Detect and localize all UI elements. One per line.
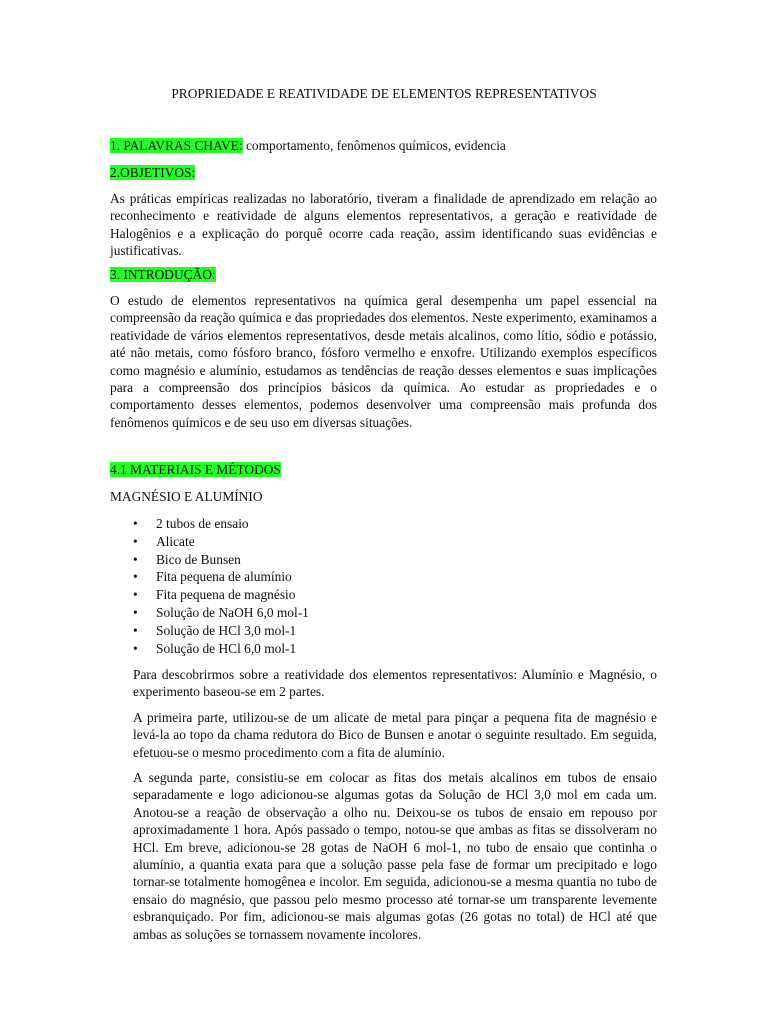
methods-paragraph-3: A segunda parte, consistiu-se em colocar as fitas dos metais alcalinos em tubos de ensaio separadamente e logo adicionou-se algumas gotas da Solução de HCl 3,0 mol em cada um. Anotou-se a reação de observação a olho nu. Deixou-se os tubos de ensaio em repouso por aproximadamente 1 hora. Após passado o tempo, notou-se que ambas as fitas se dissolveram no HCl. Em breve, adicionou-se 28 gotas de NaOH 6 mol-1, no tubo de ensaio que continha o alumínio, a quantia exata para que a solução passe pela fase de formar um precipitado e logo tornar-se totalmente homogênea e incolor. Em seguida, adicionou-se a mesma quantia no tubo de ensaio do magnésio, que passou pelo mesmo processo até tornar-se um transparente levemente esbranquiçado. Por fim, adicionou-se mais algumas gotas (26 gotas no total) de HCl até que ambas as soluções se tornassem novamente incolores. [133,770,657,942]
objectives-paragraph: As práticas empíricas realizadas no laboratório, tiveram a finalidade de aprendizado em relação ao reconhecimento e reatividade de alguns elementos representativos, a geração e reatividade de Halogênios e a explicação do porquê ocorre cada reação, assim identificando suas evidências e justificativas. [110,191,657,259]
list-item: • Fita pequena de magnésio [133,586,309,604]
keywords-line [110,138,506,154]
keywords-text: comportamento, fenômenos químicos, evidencia [242,138,506,153]
methods-subheading: MAGNÉSIO E ALUMÍNIO [110,489,263,504]
introduction-paragraph: O estudo de elementos representativos na química geral desempenha um papel essencial na compreensão da reação química e das propriedades dos elementos. Neste experimento, examinamos a reatividade de vários elementos representativos, desde metais alcalinos, como lítio, sódio e potássio, até não metais, como fósforo branco, fósforo vermelho e enxofre. Utilizando exemplos específicos como magnésio e alumínio, estudamos as tendências de reação desses elementos e suas implicações para a compreensão dos princípios básicos da química. Ao estudar as propriedades e o comportamento desses elementos, podemos desenvolver uma compreensão mais profunda dos fenômenos químicos e de seu uso em diversas situações. [110,293,657,430]
methods-line [110,462,281,478]
methods-heading: 4.1 MATERIAIS E MÉTODOS [110,462,281,477]
objectives-heading: 2.OBJETIVOS: [110,165,196,180]
list-item: • Alicate [133,533,309,551]
document-title: PROPRIEDADE E REATIVIDADE DE ELEMENTOS REPRESENTATIVOS [171,86,597,101]
keywords-heading: 1. PALAVRAS CHAVE: [110,138,243,153]
introduction-line [110,267,216,283]
methods-paragraph-2: A primeira parte, utilizou-se de um alicate de metal para pinçar a pequena fita de magnésio e levá-la ao topo da chama redutora do Bico de Bunsen e anotar o seguinte resultado. Em seguida, efetuou-se o mesmo procedimento com a fita de alumínio. [133,710,657,760]
methods-paragraph-1: Para descobrirmos sobre a reatividade dos elementos representativos: Alumínio e Magnésio, o experimento baseou-se em 2 partes. [133,667,657,700]
list-item: • Solução de NaOH 6,0 mol-1 [133,604,309,622]
list-item: • Fita pequena de alumínio [133,568,309,586]
list-item: • Solução de HCl 3,0 mol-1 [133,622,309,640]
materials-list [133,515,309,657]
list-item: • Solução de HCl 6,0 mol-1 [133,640,309,658]
objectives-line [110,165,195,181]
introduction-heading: 3. INTRODUÇÃO: [110,267,216,282]
list-item: • Bico de Bunsen [133,551,309,569]
list-item: • 2 tubos de ensaio [133,515,309,533]
